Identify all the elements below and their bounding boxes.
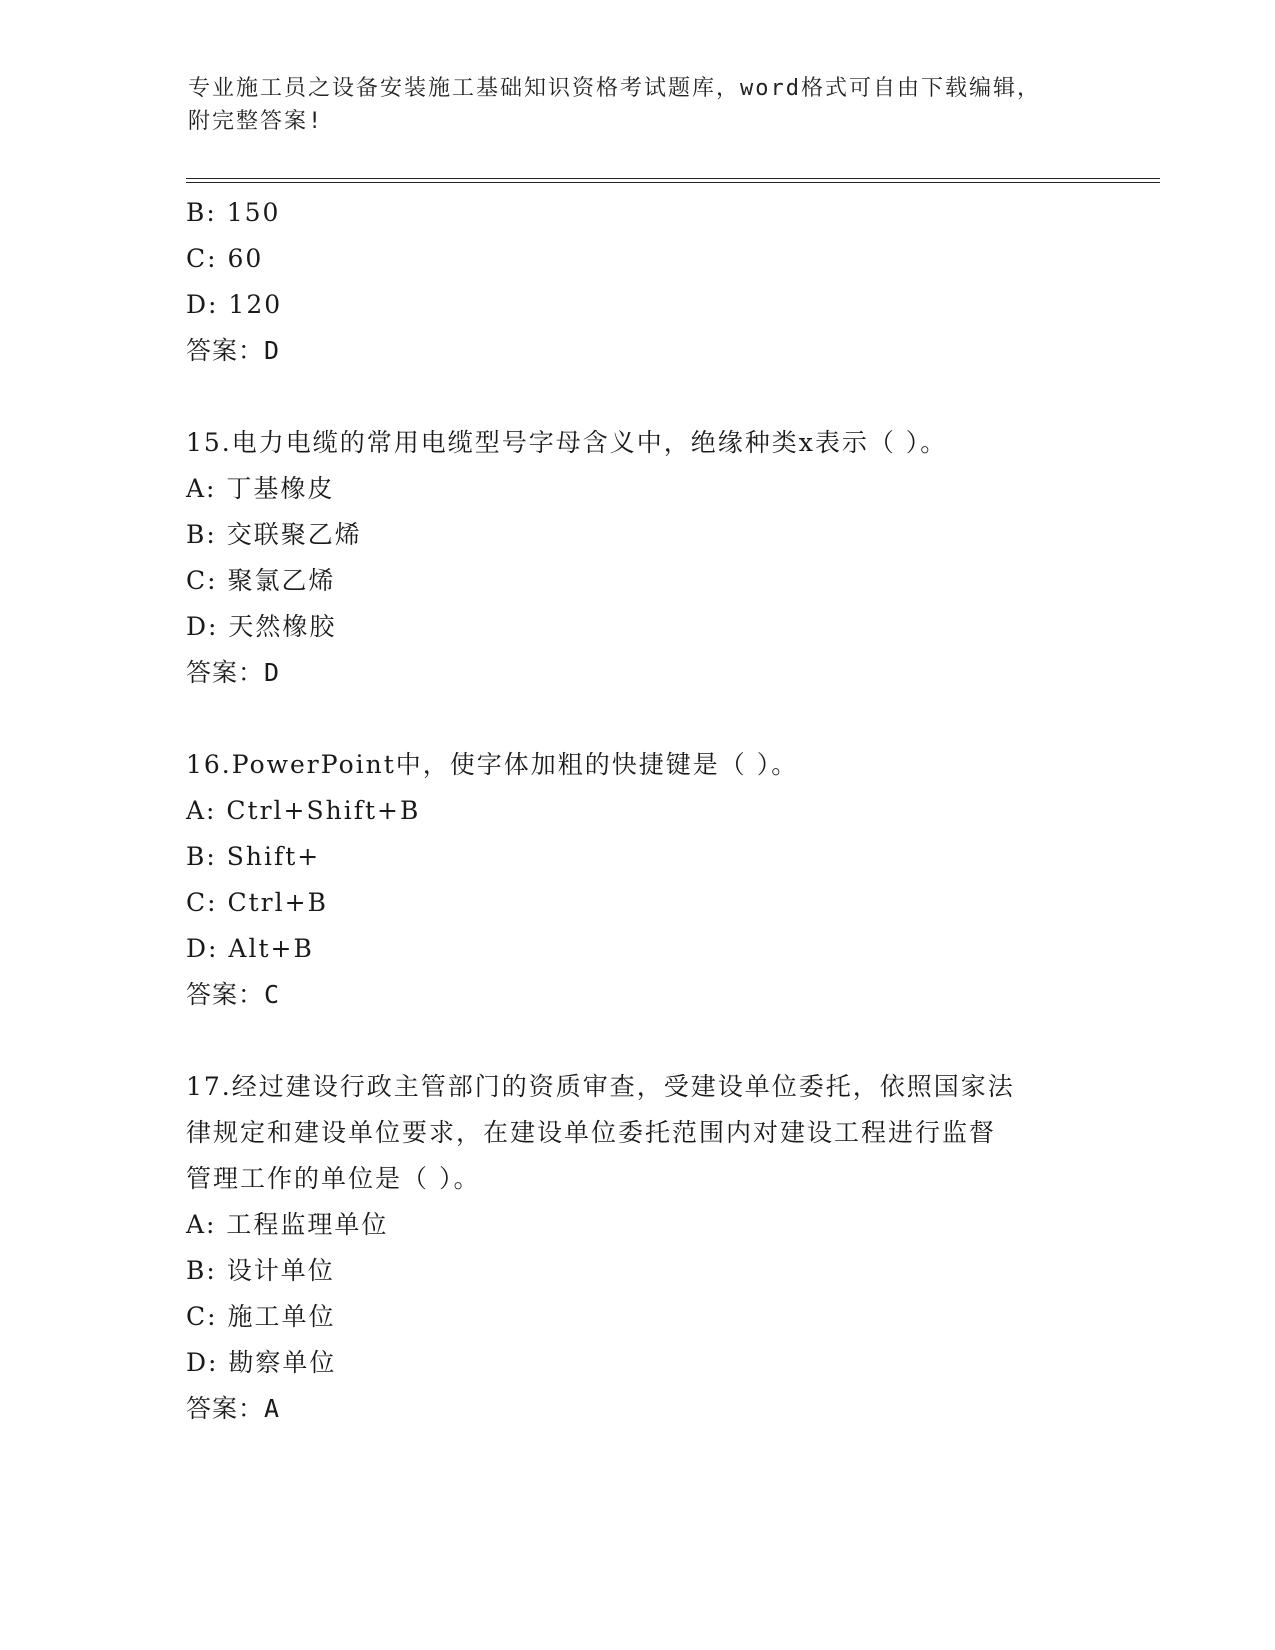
option-d: D: 勘察单位 <box>186 1348 337 1377</box>
header-line-2: 附完整答案! <box>188 109 324 134</box>
option-b: B: 交联聚乙烯 <box>186 520 362 549</box>
answer-line: 答案：D <box>186 658 281 687</box>
question-16 <box>186 742 1086 1018</box>
answer-line: 答案：D <box>186 336 281 365</box>
option-c: C: Ctrl+B <box>186 888 328 917</box>
question-17 <box>186 1064 1086 1432</box>
option-d: D: 天然橡胶 <box>186 612 337 641</box>
option-b: B: 设计单位 <box>186 1256 335 1285</box>
question-title: 15.电力电缆的常用电缆型号字母含义中，绝缘种类x表示（ ）。 <box>186 428 948 457</box>
option-b: B: Shift+ <box>186 842 321 871</box>
answer-line: 答案：C <box>186 980 281 1009</box>
option-d: D: Alt+B <box>186 934 314 963</box>
document-body <box>186 190 1086 1432</box>
option-c: C: 60 <box>186 244 264 273</box>
question-15 <box>186 420 1086 696</box>
option-c: C: 聚氯乙烯 <box>186 566 336 595</box>
question-title-line-2: 律规定和建设单位要求，在建设单位委托范围内对建设工程进行监督 <box>186 1118 997 1147</box>
answer-line: 答案：A <box>186 1394 281 1423</box>
question-title-line-1: 17.经过建设行政主管部门的资质审查，受建设单位委托，依照国家法 <box>186 1072 1015 1101</box>
option-a: A: 工程监理单位 <box>186 1210 389 1239</box>
option-b: B: 150 <box>186 198 281 227</box>
header-divider-top <box>186 178 1160 179</box>
previous-question <box>186 190 1086 374</box>
question-title: 16.PowerPoint中，使字体加粗的快捷键是（ ）。 <box>186 750 799 779</box>
option-c: C: 施工单位 <box>186 1302 336 1331</box>
document-header <box>188 72 1088 138</box>
header-divider-bottom <box>186 182 1160 183</box>
option-a: A: 丁基橡皮 <box>186 474 335 503</box>
option-a: A: Ctrl+Shift+B <box>186 796 421 825</box>
option-d: D: 120 <box>186 290 283 319</box>
header-line-1: 专业施工员之设备安装施工基础知识资格考试题库，word格式可自由下载编辑， <box>188 76 1041 101</box>
question-title-line-3: 管理工作的单位是（ ）。 <box>186 1164 481 1193</box>
